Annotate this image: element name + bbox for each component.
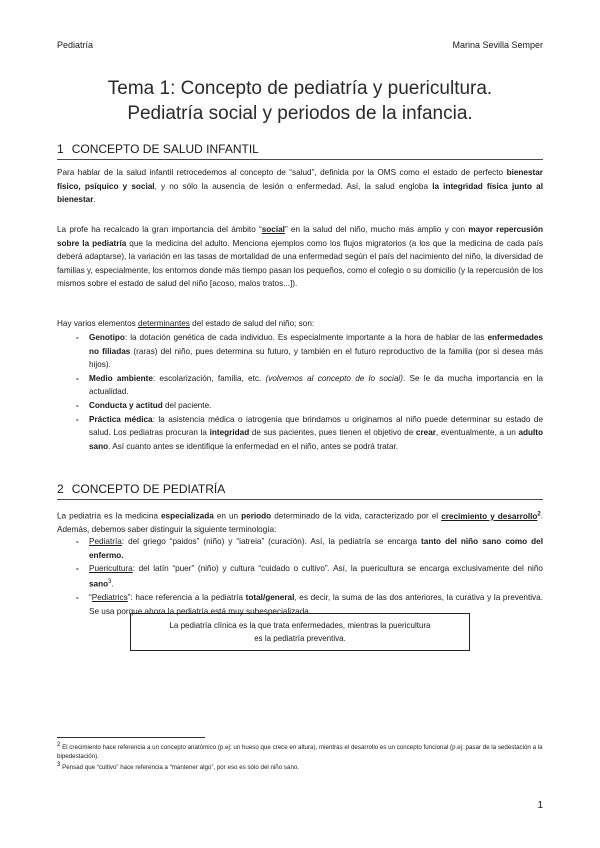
underlined-run: Pediatrics [91,593,128,603]
bold-run: total/general [245,593,295,603]
footnote-2 [57,741,543,761]
list-item [57,331,543,372]
bold-run: Práctica médica [89,414,153,424]
text-run: : del griego “paidos” (niño) y “iatreia” (curación). Así, la pediatría se encarga [121,537,422,546]
note-box [130,613,470,651]
italic-run: (volvemos al concepto de lo social) [265,373,403,383]
note-line: La pediatría clínica es la que trata enfermedades, mientras la puericultura [169,621,431,630]
section-title: CONCEPTO DE PEDIATRÍA [71,482,226,496]
list-dash: - [76,414,79,424]
underlined-run: Puericultura [89,564,133,574]
text-run: . [111,579,114,589]
list-item [57,372,543,399]
list-item-text [89,562,543,591]
bold-run: enfermedades no filiadas [89,333,543,356]
bold-run: Medio ambiente [89,373,153,383]
text-run: ”: hace referencia a la pediatría [127,593,246,603]
bold-run: adulto sano [89,428,543,451]
footnote-marker: 3 [57,762,61,768]
text-run: que la medicina del adulto. Menciona ejemplos como los flujos migratorios (a los que la medicina de cada país deberá adaptarse), la variación en las tasas de mortalidad de una enfermedad según el país del nacimiento del niño, la diversidad de familias y, especialmente, los entornos donde más tiempo pasan los pequeños, como el colegio o su domicilio (y la repercusión de los mismos sobre el estado de salud del niño [acoso, malos tratos...]). [57,238,543,289]
text-run: . Se le da mucha importancia en la actualidad. [89,373,543,397]
list-item [57,413,543,454]
paragraph-pediatria-definicion [57,508,543,537]
list-item-text [89,399,543,413]
list-dash: - [76,373,79,383]
text-run: Hay varios elementos [57,319,138,328]
section-title: CONCEPTO DE SALUD INFANTIL [71,142,259,156]
bold-run: periodo [241,511,272,521]
text-run: . [93,195,96,205]
bold-run: la integridad física junto al bienestar [57,181,543,205]
text-run: : la asistencia médica o iatrogenia que brindamos u originamos al niño puede determinar su estado de salud. Los pediatras procuran la [89,414,543,438]
text-run: , es decir, la suma de las dos anteriores, la curativa y la preventiva. Se usa porque ahora la pediatría está muy subespecializada. [89,593,543,616]
text-run: Para hablar de la salud infantil retrocedemos al concepto de “salud”, definida por la OMS como el estado de perfecto [57,168,507,177]
text-run: de sus pacientes, pues tienen el objetivo de [249,428,416,438]
list-item-text [89,535,543,562]
paragraph-salud-definicion [57,166,543,207]
title-line-1: Tema 1: Concepto de pediatría y puericultura. [107,78,493,99]
list-item [57,562,543,591]
text-run: (raras) del niño, pues determina su futuro, y también en el futuro reproductivo de la familia (por si desea más hijos). [89,346,543,370]
bold-run: tanto del niño sano como del enfermo. [89,537,543,560]
section-heading-pediatria [57,482,543,500]
list-item [57,535,543,562]
underlined-run: crecimiento y desarrollo [441,511,538,521]
footnote-ref[interactable]: 2 [537,511,541,517]
footnote-text: El crecimiento hace referencia a un concepto anatómico (p.ej: un hueso que crece en altura), mientras el desarrollo es un concepto funcional (p.ej: pasar de la sedestación a la bipedestación). [57,744,543,761]
footnote-3 [57,761,543,772]
underlined-run: determinantes [138,319,190,328]
bold-run: bienestar físico, psíquico y social [57,168,543,191]
text-run: La profe ha recalcado la gran importancia del ámbito “ [57,225,262,234]
list-item-text [89,331,543,372]
list-determinantes [57,331,543,453]
text-run: . Así cuanto antes se identifique la enfermedad en el niño, antes se podrá tratar. [108,441,399,451]
bold-run: Conducta y actitud [89,400,163,410]
header-course: Pediatría [57,40,94,50]
paragraph-determinantes [57,317,543,331]
paragraph-ambito-social [57,223,543,291]
list-item-text [89,413,543,454]
text-run: determinado de la vida, caracterizado por el [271,511,442,521]
section-heading-salud-infantil [57,142,543,160]
text-run: , eventualmente, a un [435,428,519,438]
bold-run: especializada [160,511,214,521]
list-dash: - [76,537,79,546]
footnote-ref[interactable]: 3 [108,578,112,585]
section-number: 2 [57,482,64,496]
bold-run: mayor repercusión sobre la pediatría [57,225,544,248]
text-run: del estado de salud del niño; son: [189,319,315,328]
list-dash: - [76,593,79,603]
text-run: : escolarización, familia, etc. [152,373,266,383]
text-run: del paciente. [162,400,212,410]
text-run: “ [89,593,92,603]
header-author: Marina Sevilla Semper [452,40,543,50]
page-number: 1 [537,800,543,811]
list-dash: - [76,400,79,410]
list-dash: - [76,564,79,574]
text-run: : la dotación genética de cada individuo. Es especialmente importante a la hora de hablar de las [124,333,488,342]
page-title [57,76,543,126]
list-item-text [89,372,543,399]
text-run: . Además, debemos saber distinguir la siguiente terminología: [57,511,544,535]
underlined-run: social [261,225,285,234]
footnote-text: Pensad que “cultivo” hace referencia a “mantener algo”, por eso es sólo del niño sano. [60,764,300,772]
bold-run: sano [89,579,109,589]
text-run: : del latín “puer” (niño) y cultura “cuidado o cultivo”. Así, la puericultura se encarga exclusivamente del niño [132,564,543,574]
list-dash: - [76,333,79,342]
footnote-marker: 2 [57,742,61,748]
bold-run: crear [415,428,436,438]
bold-run: integridad [209,428,250,438]
text-run: en un [213,511,242,521]
underlined-run: Pediatría [89,537,122,546]
text-run: La pediatría es la medicina [57,511,161,521]
list-terminologia [57,535,543,618]
list-item [57,399,543,413]
title-line-2: Pediatría social y periodos de la infancia. [127,103,473,124]
footnote-divider [57,737,205,738]
bold-run: Genotipo [89,333,125,342]
note-line: es la pediatría preventiva. [254,634,346,643]
text-run: ” en la salud del niño, mucho más amplio y con [284,225,469,234]
text-run: , y no sólo la ausencia de lesión o enfermedad. Así, la salud engloba [154,181,433,191]
section-number: 1 [57,142,64,156]
